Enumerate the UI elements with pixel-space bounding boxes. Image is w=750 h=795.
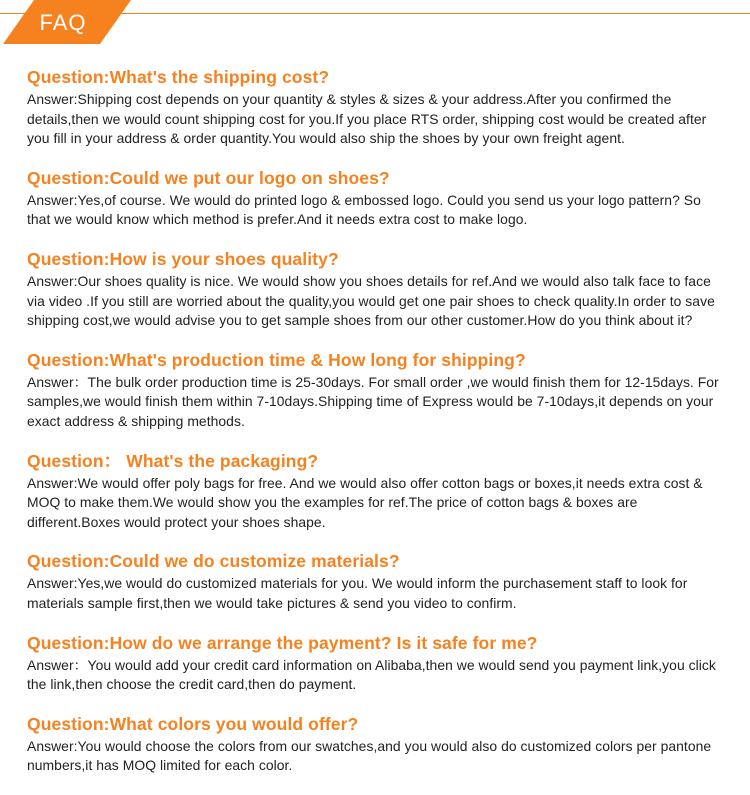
faq-list xyxy=(27,67,727,795)
faq-answer: Answer:Yes,of course. We would do printed logo & embossed logo. Could you send us your logo pattern? So that we would know which method is prefer.And it needs extra cost to make logo. xyxy=(27,191,701,228)
faq-item-quality xyxy=(27,249,727,331)
faq-answer: Answer：You would add your credit card information on Alibaba,then we would send you payment link,you click the link,then choose the credit card,then do payment. xyxy=(27,656,716,693)
faq-answer: Answer:Yes,we would do customized materials for you. We would inform the purchasement staff to look for materials sample first,then we would take pictures & send you video to confirm. xyxy=(27,575,688,611)
faq-answer: Answer：The bulk order production time is 25-30days. For small order ,we would finish them for 12-15days. For samples,we would finish them within 7-10days.Shipping time of Express would be 7-10days,it depends on your exact address & shipping methods. xyxy=(27,373,719,429)
faq-question: Question:How is your shoes quality? xyxy=(27,248,339,269)
faq-question: Question:What's production time & How long for shipping? xyxy=(27,349,526,370)
faq-question: Question:What colors you would offer? xyxy=(27,713,359,734)
faq-answer: Answer:We would offer poly bags for free. And we would also offer cotton bags or boxes,it needs extra cost & MOQ to make them.We would show you the examples for ref.The price of cotton bags & boxes are different.Boxes would protect your shoes shape. xyxy=(27,474,703,530)
faq-answer: Answer:Our shoes quality is nice. We would show you shoes details for ref.And we would also talk face to face via video .If you still are worried about the quality,you would get one pair shoes to check quality.In order to save shipping cost,we would advise you to get sample shoes from our other customer.How do you think about it? xyxy=(27,272,715,329)
faq-item-payment xyxy=(27,633,727,695)
faq-question: Question:How do we arrange the payment? Is it safe for me? xyxy=(27,632,538,653)
faq-answer: Answer:You would choose the colors from our swatches,and you would also do customized colors per pantone numbers,it has MOQ limited for each color. xyxy=(27,737,712,774)
faq-item-materials xyxy=(27,551,727,613)
faq-item-production-time xyxy=(27,350,727,432)
faq-item-packaging xyxy=(27,451,727,533)
faq-item-logo xyxy=(27,168,727,230)
faq-question: Question： What's the packaging? xyxy=(27,450,319,471)
page-title: FAQ xyxy=(39,10,87,35)
faq-answer: Answer:Shipping cost depends on your quantity & styles & sizes & your address.After you confirmed the details,then we would count shipping cost for you.If you place RTS order, shipping cost would be created after you fill in your address & order quantity.You would also ship the shoes by your own freight agent. xyxy=(27,91,707,147)
faq-question: Question:Could we do customize materials? xyxy=(27,551,400,572)
faq-item-colors xyxy=(27,714,727,776)
faq-header xyxy=(0,0,750,46)
faq-header-banner xyxy=(0,0,750,46)
faq-question: Question:Could we put our logo on shoes? xyxy=(27,167,390,188)
faq-item-shipping-cost xyxy=(27,67,727,149)
faq-question: Question:What's the shipping cost? xyxy=(27,67,330,87)
